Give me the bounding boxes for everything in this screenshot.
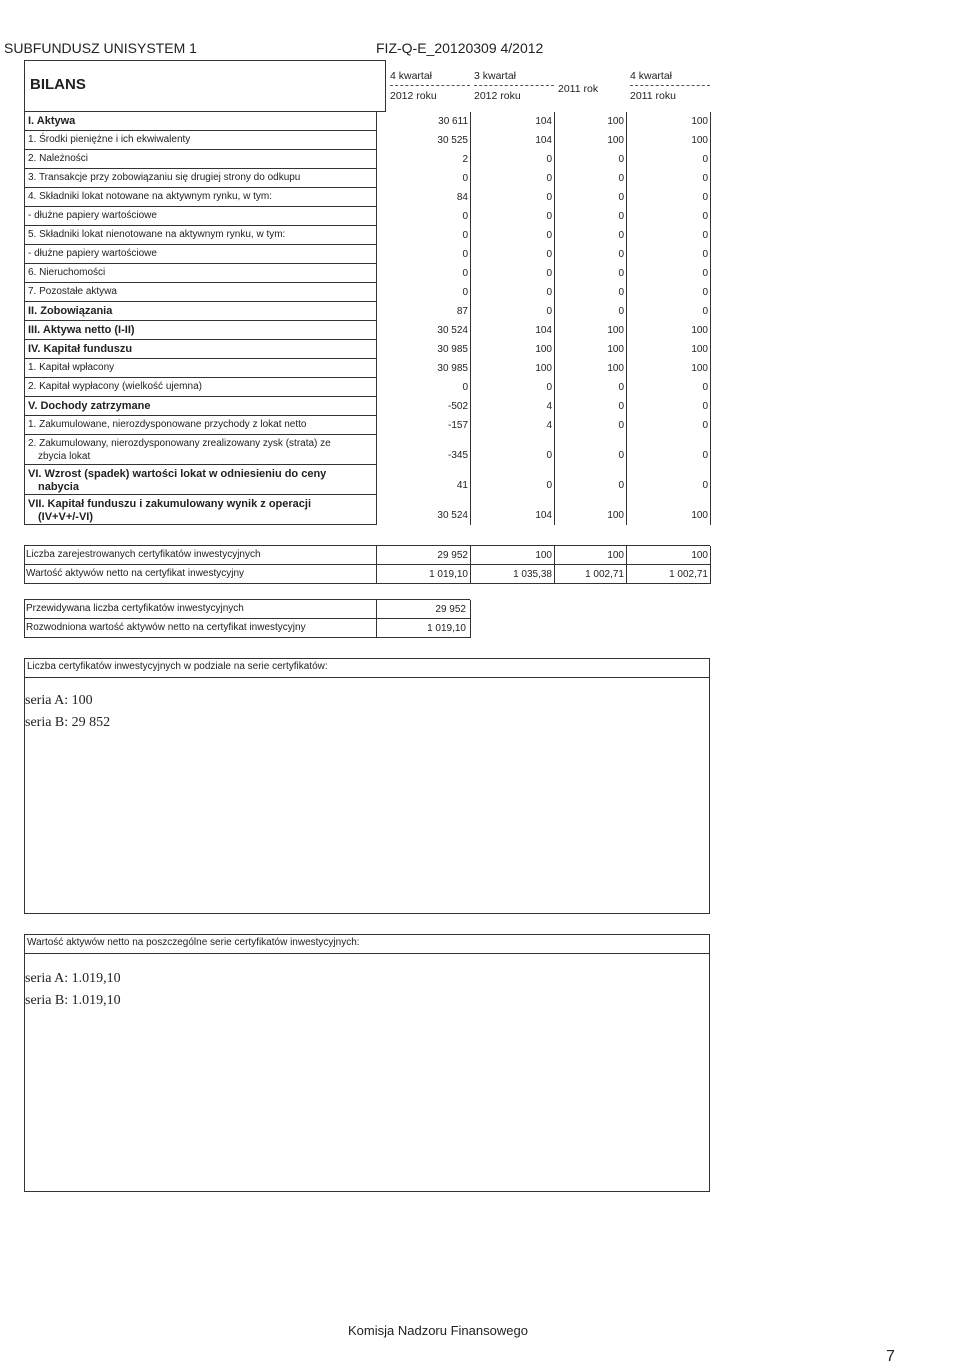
bilans-row [24,188,710,207]
bilans-cell: 0 [618,154,624,165]
bilans-row [24,207,710,226]
bilans-cell: 0 [702,211,708,222]
column-separator [24,600,25,638]
bilans-row-label: 6. Nieruchomości [28,267,106,278]
bilans-cell: 100 [691,325,708,336]
bilans-cell: 30 611 [438,116,468,127]
bilans-cell: 30 525 [437,135,468,146]
bilans-title: BILANS [30,76,86,93]
bilans-row [24,340,710,359]
bilans-row-label-cont: zbycia lokat [38,451,91,462]
certs-cell: 100 [691,550,708,561]
bilans-cell: 0 [618,173,624,184]
bilans-cell: 0 [546,192,552,203]
table-left-border [24,112,25,525]
bilans-cell: 100 [691,116,708,127]
bilans-cell: 0 [702,230,708,241]
col-header-2 [474,70,554,102]
row-divider [24,618,470,619]
bilans-cell: 100 [691,344,708,355]
bilans-cell: 0 [462,382,468,393]
col-header-2-top: 3 kwartał [474,70,554,86]
certs-cell: 100 [535,550,552,561]
bilans-cell: 0 [702,420,708,431]
bilans-cell: 87 [456,306,468,317]
bilans-cell: 100 [535,344,552,355]
col-header-4-bottom: 2011 roku [630,90,676,102]
certs-cell: 1 019,10 [429,569,468,580]
row-divider [24,583,710,584]
bilans-cell: 30 985 [437,344,468,355]
bilans-cell: 0 [462,268,468,279]
table-top-border [24,599,470,600]
certs-cell: 1 035,38 [513,569,552,580]
bilans-cell: 104 [535,510,552,521]
forecast-row-label: Rozwodniona wartość aktywów netto na certyfikat inwestycyjny [26,622,306,633]
series-count-box [24,658,710,914]
column-separator [626,112,627,525]
bilans-cell: 0 [618,401,624,412]
certs-row-label: Liczba zarejestrowanych certyfikatów inwestycyjnych [26,549,261,560]
bilans-cell: 0 [702,306,708,317]
series-value-box [24,934,710,1192]
bilans-row-label: 5. Składniki lokat nienotowane na aktywnym rynku, w tym: [28,229,286,240]
bilans-cell: -157 [447,420,468,431]
column-separator [376,546,377,584]
bilans-row [24,465,710,495]
bilans-row-label: 2. Zakumulowany, nierozdysponowany zrealizowany zysk (strata) ze [28,438,331,449]
bilans-table [24,112,710,525]
bilans-cell: 2 [462,154,468,165]
form-id: FIZ-Q-E_20120309 4/2012 [376,40,544,56]
column-separator [24,546,25,584]
series-value-line-b: seria B: 1.019,10 [25,993,121,1008]
series-value-title: Wartość aktywów netto na poszczególne serie certyfikatów inwestycyjnych: [27,937,360,948]
bilans-cell: 0 [546,249,552,260]
label-column-border [376,112,377,525]
bilans-cell: 0 [618,230,624,241]
bilans-cell: 0 [546,230,552,241]
bilans-row-label: III. Aktywa netto (I-II) [28,324,135,336]
bilans-row [24,378,710,397]
bilans-row-label: 2. Kapitał wypłacony (wielkość ujemna) [28,381,202,392]
certs-cell: 100 [607,550,624,561]
column-separator [710,546,711,584]
bilans-cell: 84 [456,192,468,203]
bilans-cell: 0 [618,450,624,461]
bilans-cell: 0 [702,450,708,461]
bilans-cell: 100 [607,116,624,127]
bilans-row-label: 1. Zakumulowane, nierozdysponowane przychody z lokat netto [28,419,307,430]
bilans-cell: 100 [607,510,624,521]
footer-text: Komisja Nadzoru Finansowego [348,1323,528,1338]
page-number: 7 [886,1348,895,1365]
bilans-cell: 104 [535,135,552,146]
bilans-row-label: 7. Pozostałe aktywa [28,286,117,297]
bilans-cell: 0 [546,382,552,393]
column-separator [470,600,471,638]
fund-name: SUBFUNDUSZ UNISYSTEM 1 [4,40,197,56]
bilans-cell: 104 [535,325,552,336]
bilans-cell: 0 [462,211,468,222]
bilans-cell: 100 [691,510,708,521]
bilans-cell: 100 [607,363,624,374]
bilans-row [24,283,710,302]
bilans-row [24,169,710,188]
bilans-row [24,495,710,525]
table-top-border [24,545,710,546]
bilans-cell: 0 [618,211,624,222]
series-value-line-a: seria A: 1.019,10 [25,971,121,986]
column-separator [626,546,627,584]
col-header-4 [630,70,710,102]
series-count-line-b: seria B: 29 852 [25,715,111,730]
bilans-cell: -502 [447,401,468,412]
col-header-3: 2011 rok [558,83,599,95]
bilans-cell: 0 [702,249,708,260]
bilans-cell: 100 [691,135,708,146]
col-header-2-bottom: 2012 roku [474,90,521,102]
bilans-row-label: 1. Kapitał wpłacony [28,362,115,373]
bilans-cell: 4 [546,420,552,431]
bilans-cell: 100 [607,135,624,146]
bilans-row [24,416,710,435]
bilans-row-label-cont: (IV+V+/-VI) [38,511,94,523]
bilans-row [24,226,710,245]
bilans-row-label: 4. Składniki lokat notowane na aktywnym rynku, w tym: [28,191,272,202]
bilans-cell: 0 [702,382,708,393]
bilans-row-label-cont: nabycia [38,481,79,493]
column-separator [470,112,471,525]
bilans-row [24,264,710,283]
bilans-cell: 0 [702,480,708,491]
bilans-cell: 30 985 [437,363,468,374]
bilans-row-label: V. Dochody zatrzymane [28,400,151,412]
bilans-row-label: 3. Transakcje przy zobowiązaniu się drugiej strony do odkupu [28,172,301,183]
bilans-row [24,245,710,264]
bilans-row [24,131,710,150]
bilans-row [24,302,710,321]
bilans-row-label: IV. Kapitał funduszu [28,343,133,355]
bilans-cell: 0 [462,230,468,241]
bilans-cell: 0 [618,192,624,203]
bilans-row-label: VI. Wzrost (spadek) wartości lokat w odniesieniu do ceny [28,468,327,480]
column-separator [554,112,555,525]
bilans-row-label: - dłużne papiery wartościowe [28,210,157,221]
bilans-row-label: 2. Należności [28,153,89,164]
bilans-cell: 0 [546,173,552,184]
bilans-cell: 0 [546,480,552,491]
bilans-cell: 104 [535,116,552,127]
col-header-4-top: 4 kwartał [630,70,710,86]
forecast-cell: 1 019,10 [427,623,466,634]
row-divider [24,637,470,638]
bilans-cell: 4 [546,401,552,412]
bilans-cell: 30 524 [437,510,468,521]
bilans-cell: 100 [607,344,624,355]
bilans-cell: 100 [535,363,552,374]
bilans-cell: 0 [618,382,624,393]
bilans-cell: 0 [462,173,468,184]
certs-cell: 1 002,71 [669,569,708,580]
col-header-1-top: 4 kwartał [390,70,470,86]
bilans-cell: 0 [702,154,708,165]
series-count-divider [25,677,709,678]
column-separator [470,546,471,584]
bilans-cell: 0 [702,401,708,412]
col-header-1-bottom: 2012 roku [390,90,437,102]
bilans-row [24,359,710,378]
bilans-cell: 0 [546,450,552,461]
bilans-cell: 0 [618,268,624,279]
bilans-cell: 0 [618,249,624,260]
bilans-cell: 0 [618,480,624,491]
bilans-row-label: 1. Środki pieniężne i ich ekwiwalenty [28,134,191,145]
bilans-row [24,435,710,465]
row-divider [24,524,376,525]
bilans-cell: 0 [546,211,552,222]
bilans-row [24,112,710,131]
series-count-title: Liczba certyfikatów inwestycyjnych w podziale na serie certyfikatów: [27,661,328,672]
bilans-cell: -345 [447,450,468,461]
bilans-row-label: I. Aktywa [28,115,76,127]
bilans-cell: 0 [462,249,468,260]
series-value-divider [25,953,709,954]
certs-cell: 29 952 [437,550,468,561]
bilans-cell: 0 [546,306,552,317]
bilans-cell: 100 [691,363,708,374]
forecast-table [24,600,470,640]
forecast-row-label: Przewidywana liczba certyfikatów inwestycyjnych [26,603,244,614]
column-separator [554,546,555,584]
bilans-cell: 0 [702,268,708,279]
bilans-cell: 41 [456,480,468,491]
bilans-cell: 0 [546,268,552,279]
bilans-cell: 0 [546,287,552,298]
col-header-1 [390,70,470,102]
bilans-cell: 0 [618,287,624,298]
bilans-cell: 0 [462,287,468,298]
forecast-cell: 29 952 [435,604,466,615]
column-separator [376,600,377,638]
bilans-row [24,397,710,416]
bilans-row [24,150,710,169]
certs-cell: 1 002,71 [585,569,624,580]
bilans-cell: 0 [546,154,552,165]
bilans-cell: 0 [702,173,708,184]
bilans-row-label: - dłużne papiery wartościowe [28,248,157,259]
bilans-cell: 0 [618,420,624,431]
row-divider [24,564,710,565]
bilans-row-label: VII. Kapitał funduszu i zakumulowany wynik z operacji [28,498,311,510]
bilans-row [24,321,710,340]
column-separator [710,112,711,525]
certs-row-label: Wartość aktywów netto na certyfikat inwestycyjny [26,568,245,579]
bilans-cell: 100 [607,325,624,336]
bilans-cell: 30 524 [437,325,468,336]
certificates-table [24,546,710,586]
bilans-cell: 0 [702,192,708,203]
bilans-cell: 0 [618,306,624,317]
series-count-line-a: seria A: 100 [25,693,93,708]
bilans-cell: 0 [702,287,708,298]
bilans-row-label: II. Zobowiązania [28,305,113,317]
